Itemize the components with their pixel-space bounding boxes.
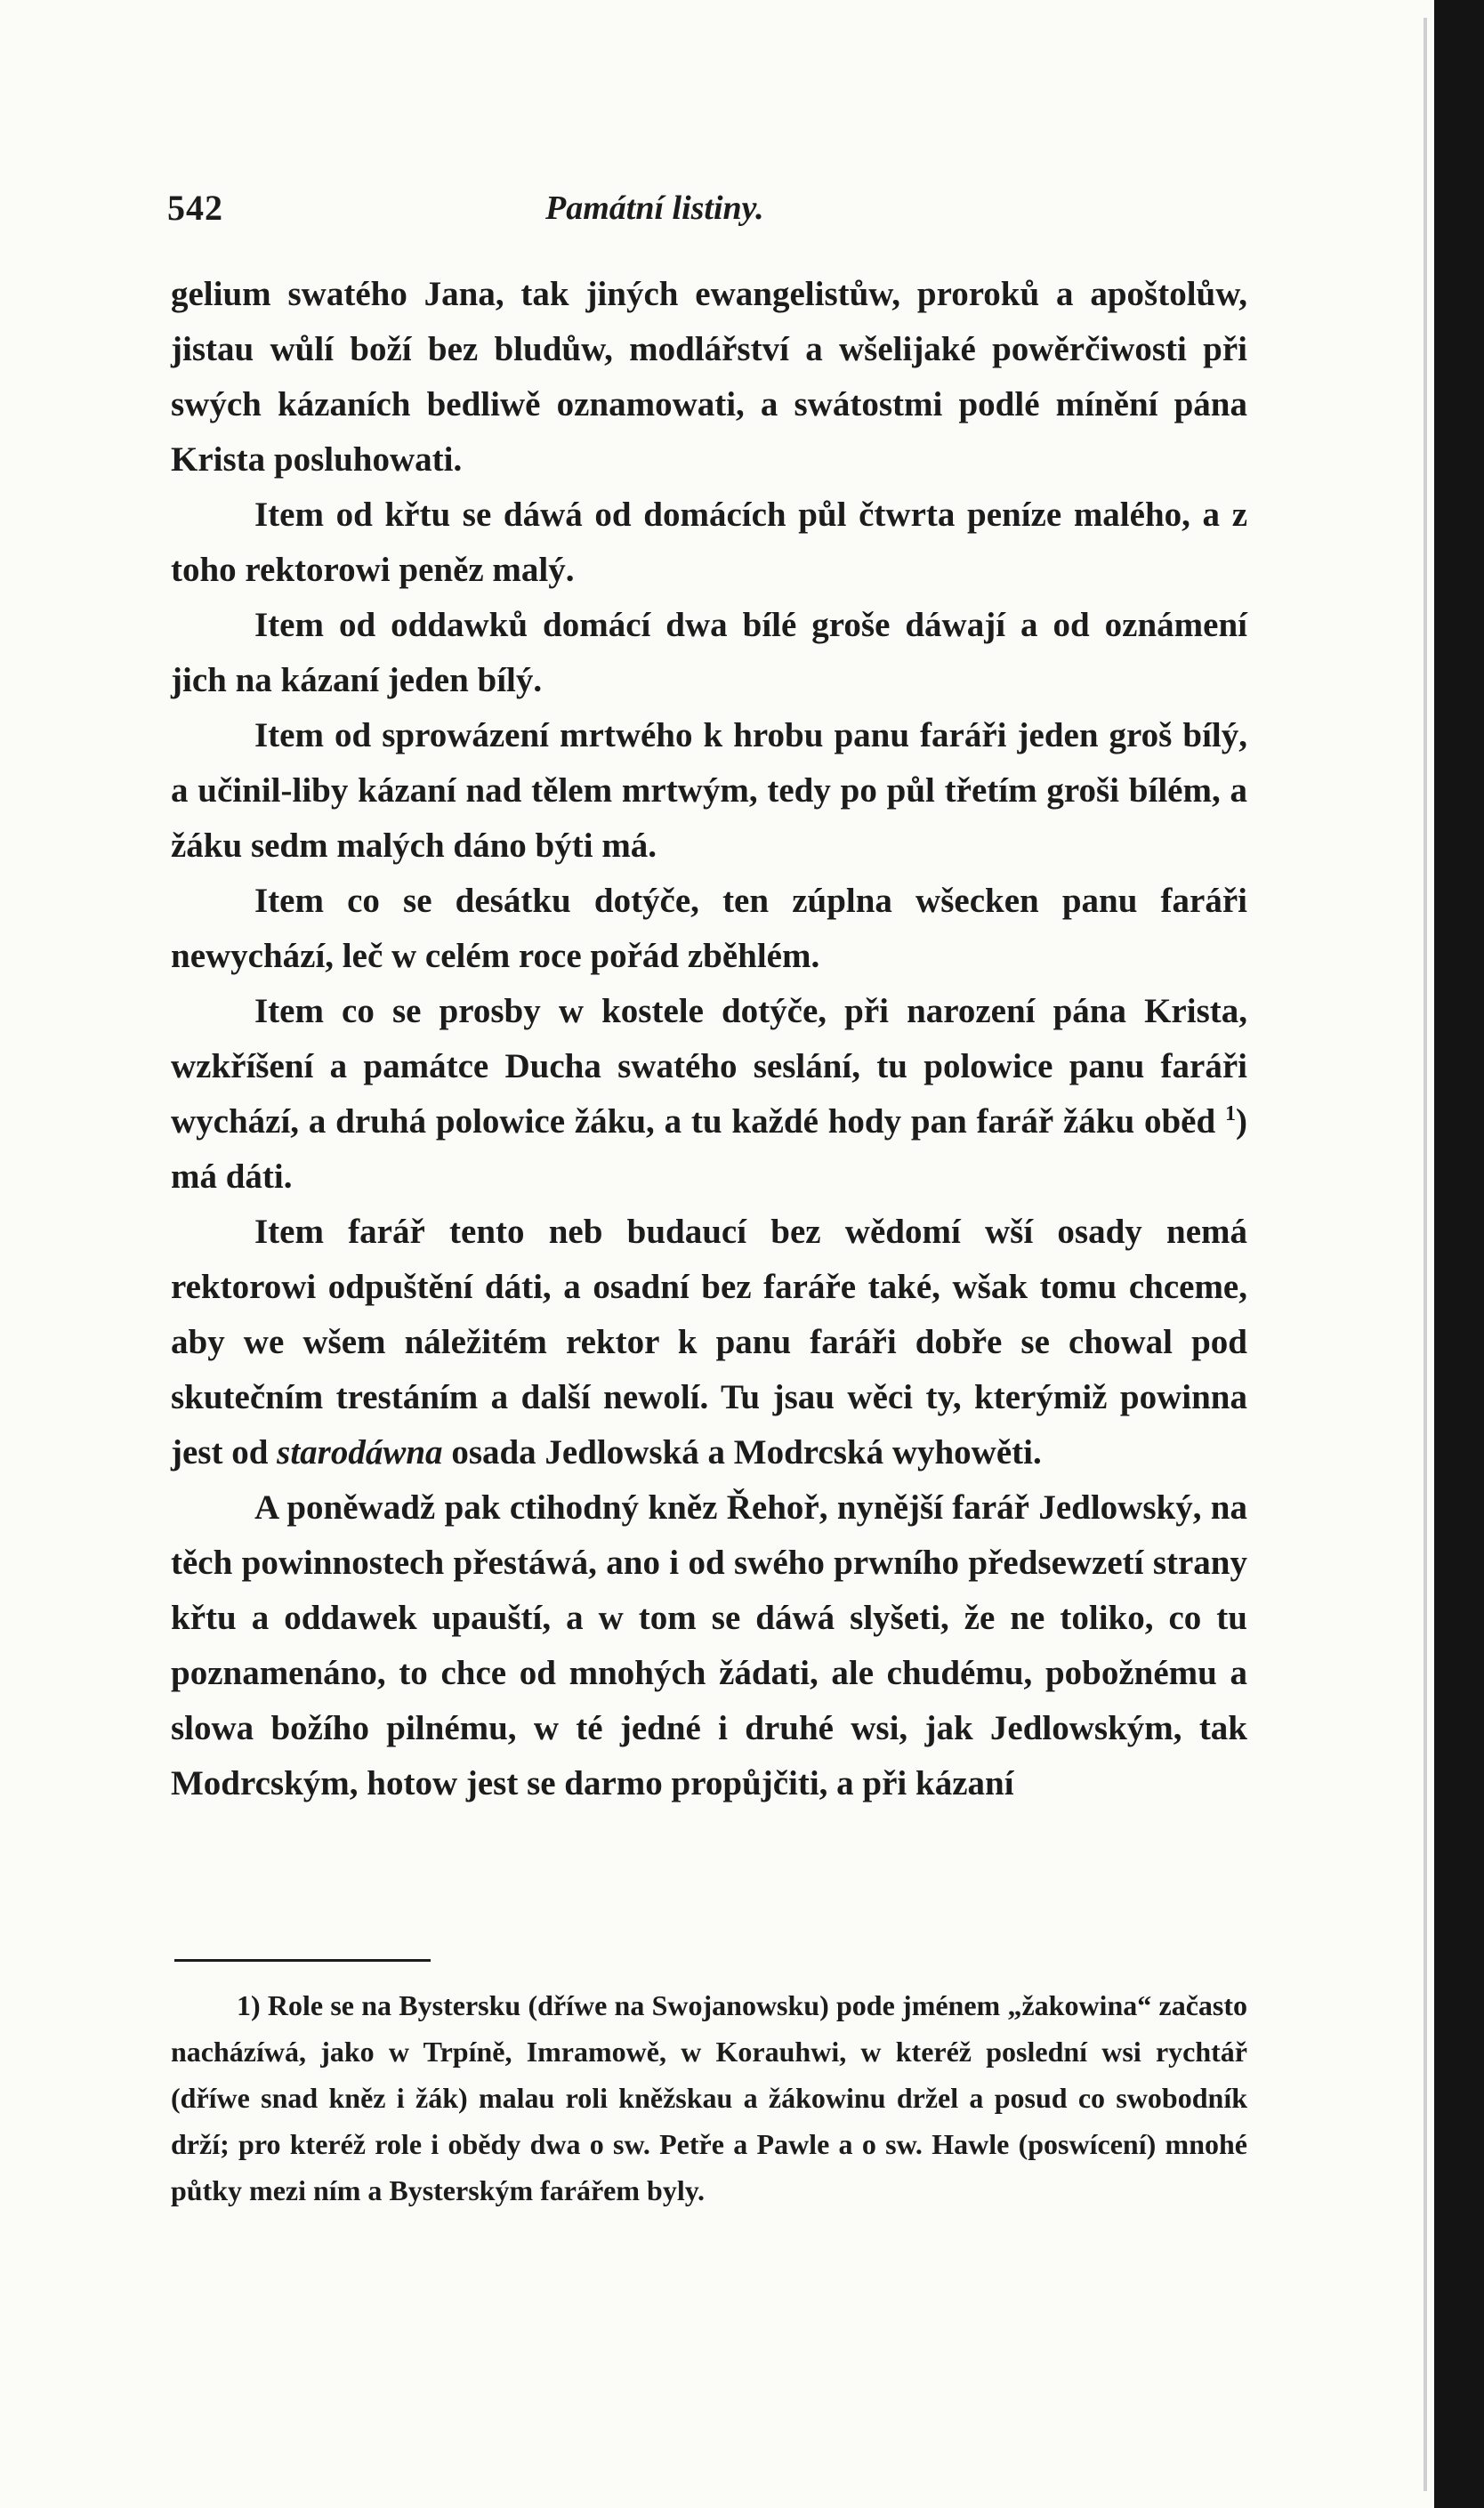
footnote-text: Role se na Bystersku (dříwe na Swojanowsku) pode jménem „žakowina“ začasto nacházíwá, jako w Trpíně, Imramowě, w Korauhwi, w kteréž poslední wsi rychtář (dříwe snad kněz i žák) malau roli kněžskau a žákowinu držel a posud co swobodník drží; pro kteréž role i obědy dwa o sw. Petře a Pawle a o sw. Hawle (poswícení) mnohé půtky mezi ním a Bysterským farářem byly.: [171, 1989, 1248, 2206]
footnote: [171, 1982, 1247, 2214]
italic-word: starodáwna: [277, 1433, 443, 1472]
running-title: Památní listiny.: [545, 190, 764, 227]
main-text: [171, 267, 1247, 1811]
paragraph-3: Item od oddawků domácí dwa bílé groše dáwají a od oznámení jich na kázaní jeden bílý.: [171, 606, 1247, 699]
paragraph-6: [171, 984, 1247, 1205]
paragraph-4: Item od sprowázení mrtwého k hrobu panu faráři jeden groš bílý, a učinil-liby kázaní nad tělem mrtwým, tedy po půl třetím groši bílém, a žáku sedm malých dáno býti má.: [171, 716, 1247, 865]
page-header: [167, 187, 1262, 240]
paragraph-1: gelium swatého Jana, tak jiných ewangelistůw, proroků a apoštolůw, jistau wůlí boží bez bludůw, modlářství a wšelijaké powěrčiwosti při swých kázaních bedliwě oznamowati, a swátostmi podlé mínění pána Krista posluhowati.: [171, 275, 1247, 479]
paragraph-6-text: Item co se prosby w kostele dotýče, při narození pána Krista, wzkříšení a památce Ducha swatého seslání, tu polowice panu faráři wychází, a druhá polowice žáku, a tu každé hody pan farář žáku oběd: [171, 992, 1247, 1141]
page-edge-line: [1424, 18, 1427, 2491]
paragraph-7-end: osada Jedlowská a Modrcská wyhowěti.: [451, 1433, 1042, 1472]
scan-border: [1434, 0, 1484, 2508]
footnote-paragraph: [171, 1982, 1247, 2214]
footnote-divider: [174, 1959, 431, 1962]
footnote-reference: 1: [1225, 1102, 1236, 1125]
footnote-marker: 1): [237, 1989, 261, 2021]
page-number: 542: [167, 188, 223, 228]
paragraph-6-end: ) má dáti.: [171, 1102, 1247, 1196]
paragraph-5: Item co se desátku dotýče, ten zúplna wšecken panu faráři newychází, leč w celém roce pořád zběhlém.: [171, 882, 1247, 975]
paragraph-7: [171, 1205, 1247, 1480]
paragraph-7-text: Item farář tento neb budaucí bez wědomí wší osady nemá rektorowi odpuštění dáti, a osadní bez faráře také, wšak tomu chceme, aby we wšem náležitém rektor k panu faráři dobře se chowal pod skutečním trestáním a další newolí. Tu jsau wěci ty, kterýmiž powinna jest od: [171, 1213, 1247, 1472]
paragraph-2: Item od křtu se dáwá od domácích půl čtwrta peníze malého, a z toho rektorowi peněz malý.: [171, 496, 1247, 589]
paragraph-8: A poněwadž pak ctihodný kněz Řehoř, nynější farář Jedlowský, na těch powinnostech přestáwá, ano i od swého prwního předsewzetí strany křtu a oddawek upauští, a w tom se dáwá slyšeti, že ne toliko, co tu poznamenáno, to chce od mnohých žádati, ale chudému, pobožnému a slowa božího pilnému, w té jedné i druhé wsi, jak Jedlowským, tak Modrcským, hotow jest se darmo propůjčiti, a při kázaní: [171, 1488, 1247, 1802]
